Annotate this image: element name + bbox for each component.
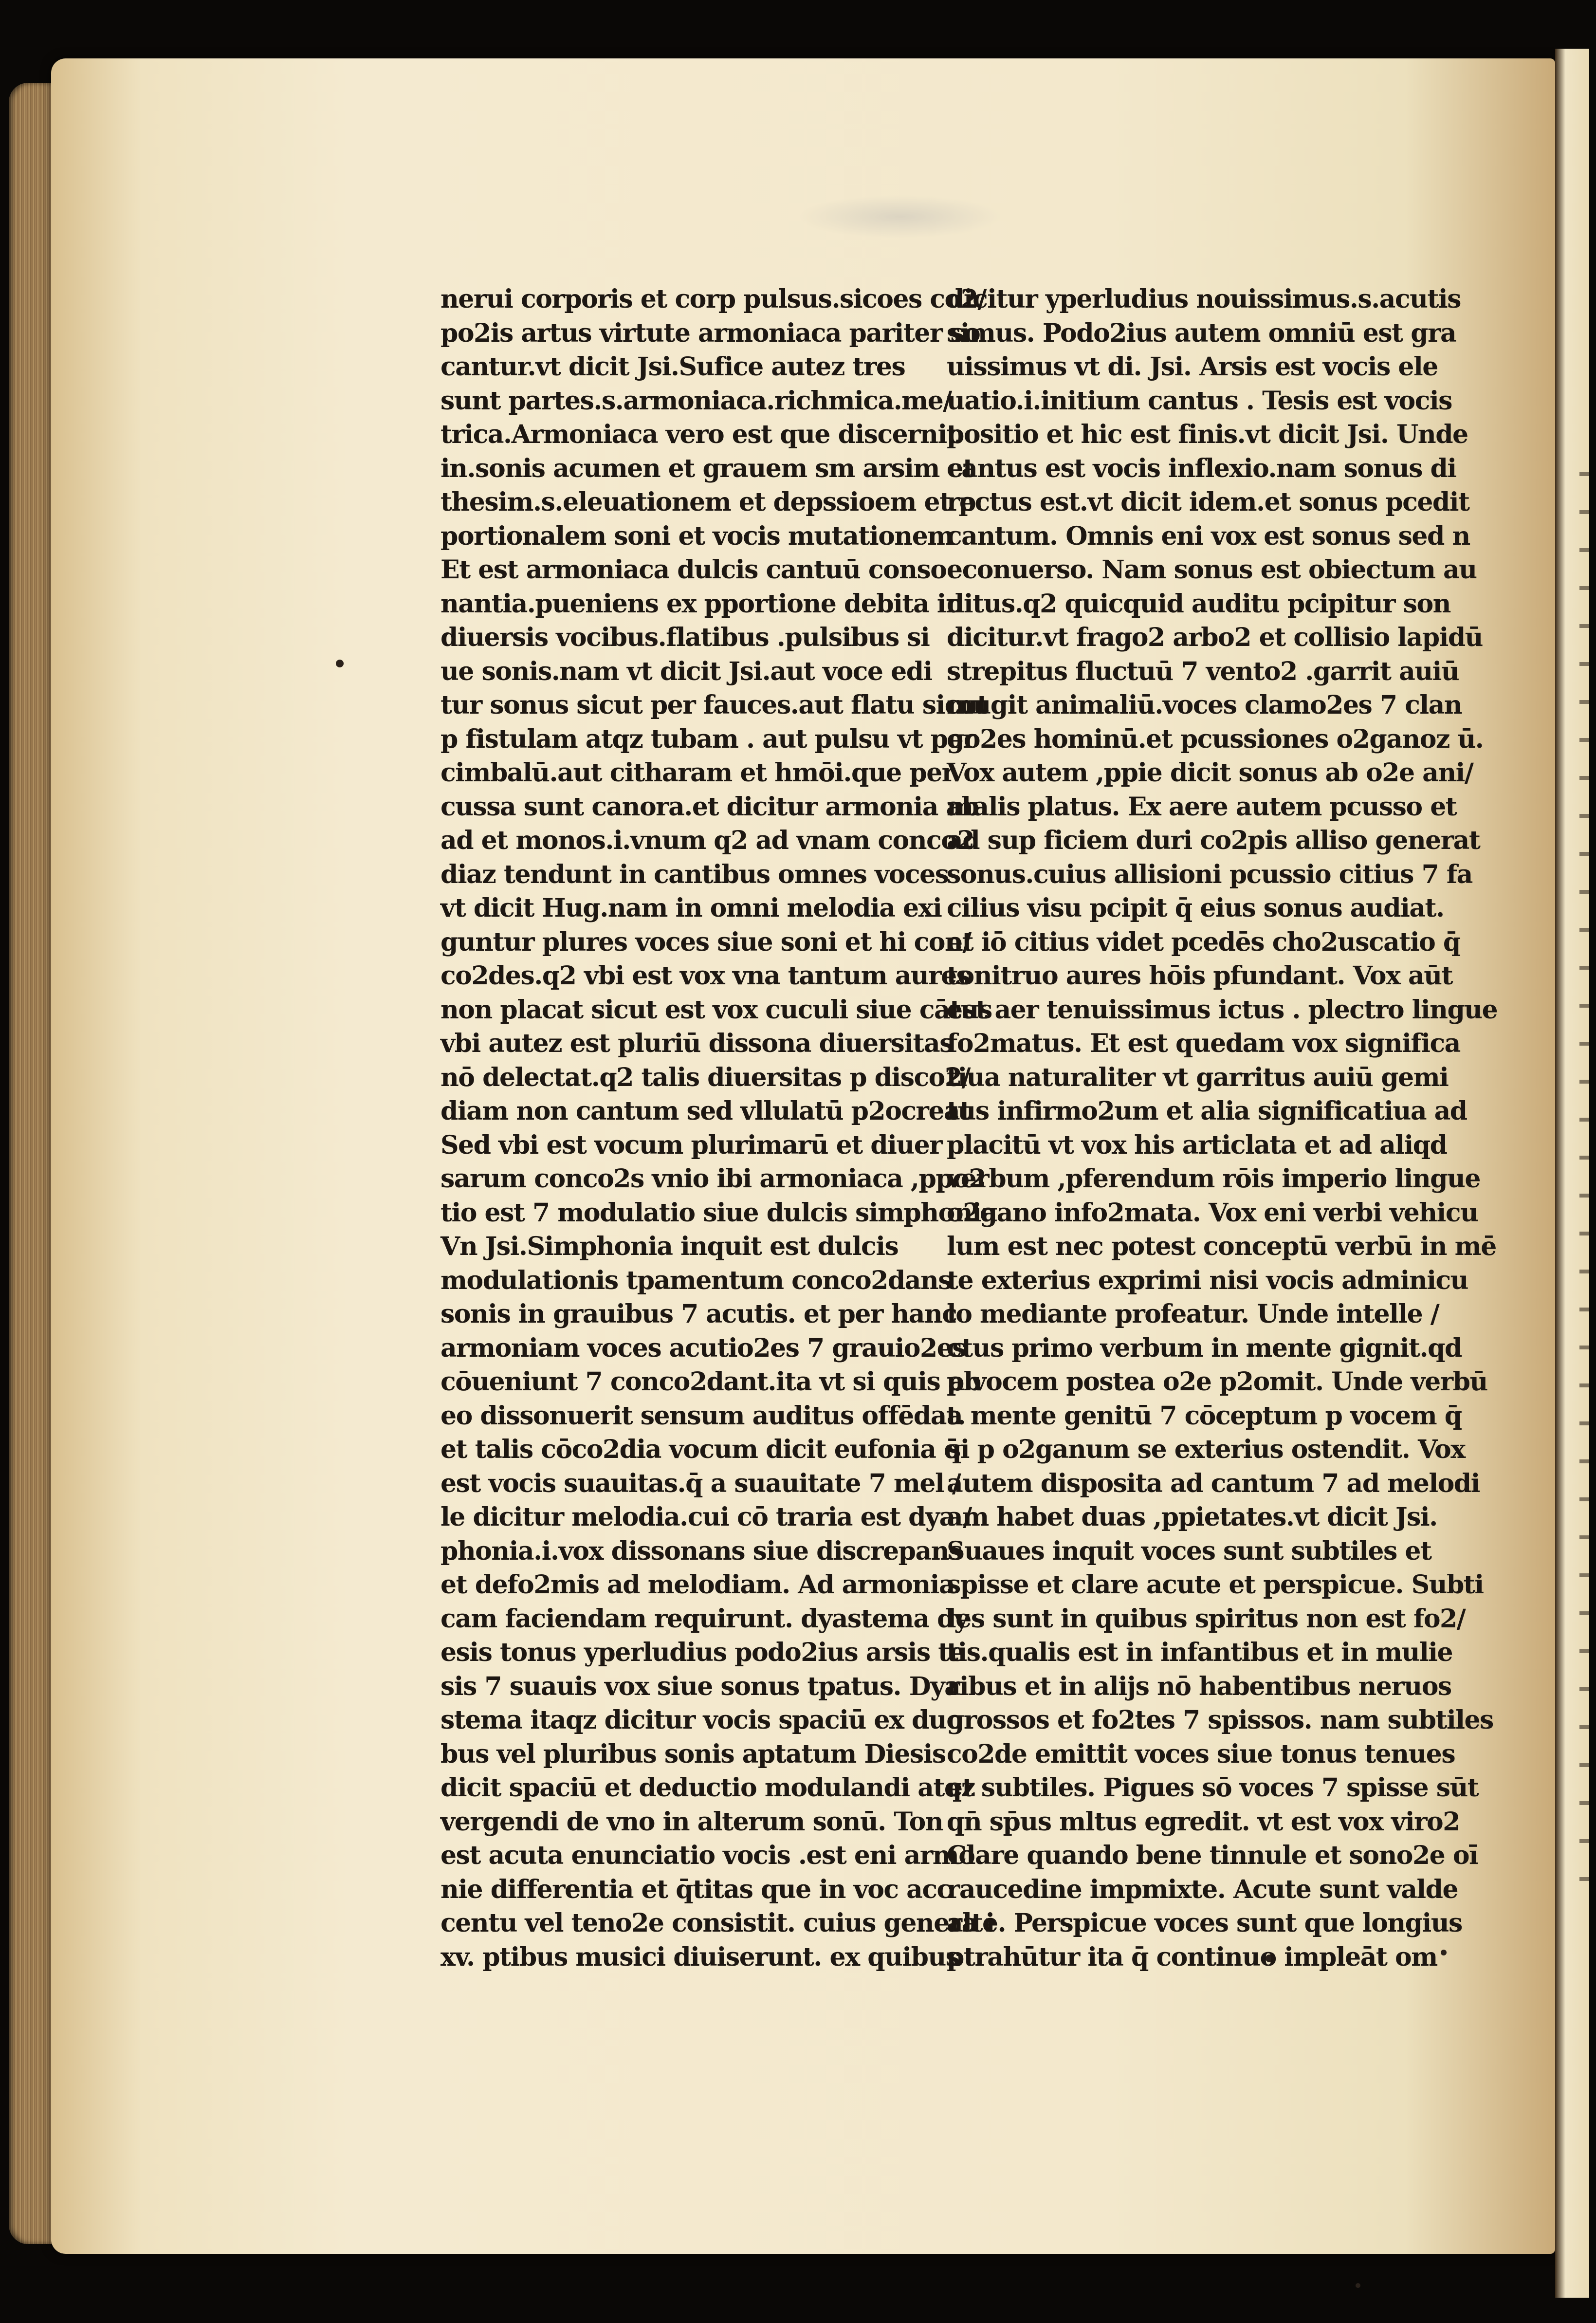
text-line: co2de emittit voces siue tonus tenues (947, 1739, 1455, 1769)
text-line: a mente genitū 7 cōceptum p vocem q̄ (947, 1401, 1462, 1431)
text-line: Suaues inquit voces sunt subtiles et (947, 1536, 1431, 1566)
text-line: non placat sicut est vox cuculi siue cātus (440, 995, 992, 1025)
text-line: dicitur.vt frago2 arbo2 et collisio lapidū (947, 623, 1483, 652)
text-line: diaz tendunt in cantibus omnes voces (440, 859, 949, 889)
text-line: xv. ptibus musici diuiserunt. ex quibus (440, 1942, 959, 1972)
ink-spot (1356, 2283, 1360, 2288)
text-line: Vox autem ,ppie dicit sonus ab o2e ani/ (947, 758, 1473, 788)
text-line: Et est armoniaca dulcis cantuū conso (440, 555, 947, 585)
left-text-column (440, 282, 997, 1974)
text-line: verbum ,pferendum rōis imperio lingue (947, 1164, 1480, 1194)
text-line: o2gano info2mata. Vox eni verbi vehicu (947, 1198, 1478, 1228)
text-line: dicit spaciū et deductio modulandi atqz (440, 1773, 975, 1803)
text-line: ctus primo verbum in mente gignit.qd (947, 1333, 1462, 1363)
text-line: thesim.s.eleuationem et depssioem et p (440, 487, 976, 517)
right-text-column (947, 282, 1498, 1974)
text-line: sarum conco2s vnio ibi armoniaca ,ppo2 (440, 1164, 986, 1194)
text-line: vt dicit Hug.nam in omni melodia exi (440, 893, 942, 923)
text-line: tio est 7 modulatio siue dulcis simphonia (440, 1198, 997, 1228)
text-line: cantus est vocis inflexio.nam sonus di (947, 453, 1456, 483)
text-line: ditus.q2 quicquid auditu pcipitur son (947, 589, 1450, 619)
text-line: et defo2mis ad melodiam. Ad armonia (440, 1570, 955, 1600)
text-line: sunt partes.s.armoniaca.richmica.me/ (440, 386, 952, 416)
text-line: uissimus vt di. Jsi. Arsis est vocis ele (947, 352, 1438, 382)
text-line: positio et hic est finis.vt dicit Jsi. Unde (947, 420, 1468, 449)
text-line: tonitruo aures hōis pfundant. Vox aūt (947, 961, 1453, 991)
text-line: le dicitur melodia.cui cō traria est dya / (440, 1502, 972, 1532)
text-line: tur sonus sicut per fauces.aut flatu sicut (440, 690, 988, 720)
text-line: te exterius exprimi nisi vocis adminicu (947, 1265, 1468, 1295)
text-line: nantia.pueniens ex pportione debita in (440, 589, 964, 619)
text-line: nie differentia et q̄titas que in voc acc (440, 1874, 952, 1904)
text-line: fo2matus. Et est quedam vox significa (947, 1029, 1460, 1058)
text-line: si p o2ganum se exterius ostendit. Vox (947, 1435, 1465, 1464)
text-line: strepitus fluctuū 7 vento2 .garrit auiū (947, 656, 1459, 686)
text-line: dicitur yperludius nouissimus.s.acutis (947, 284, 1461, 314)
text-line: am habet duas ,ppietates.vt dicit Jsi. (947, 1502, 1437, 1532)
text-line: cantur.vt dicit Jsi.Sufice autez tres (440, 352, 905, 382)
text-line: diuersis vocibus.flatibus .pulsibus si (440, 623, 930, 652)
text-line: rectus est.vt dicit idem.et sonus pcedit (947, 487, 1469, 517)
text-line: spisse et clare acute et perspicue. Subti (947, 1570, 1484, 1600)
text-line: est aer tenuissimus ictus . plectro lingue (947, 995, 1498, 1025)
text-line: centu vel teno2e consistit. cuius genera i (440, 1908, 994, 1938)
text-line: mugit animaliū.voces clamo2es 7 clan (947, 690, 1462, 720)
text-line: go2es hominū.et pcussiones o2ganoz ū. (947, 724, 1484, 754)
text-line: ue sonis.nam vt dicit Jsi.aut voce edi (440, 656, 932, 686)
text-line: in.sonis acumen et grauem sm arsim et (440, 453, 974, 483)
text-line: les sunt in quibus spiritus non est fo2/ (947, 1604, 1466, 1634)
text-line: nō delectat.q2 talis diuersitas p disco2/ (440, 1062, 971, 1092)
text-line: alte. Perspicue voces sunt que longius (947, 1908, 1462, 1938)
faded-folio-mark (798, 195, 1003, 239)
text-line: ad et monos.i.vnum q2 ad vnam conco2 (440, 826, 974, 855)
text-line: ptrahūtur ita q̄ continuo impleāt om (947, 1942, 1437, 1972)
text-line: et talis cōco2dia vocum dicit eufonia q̄ (440, 1435, 961, 1464)
text-line: stema itaqz dicitur vocis spaciū ex duo (440, 1705, 963, 1735)
ink-spot (336, 660, 344, 667)
text-line: cantum. Omnis eni vox est sonus sed n (947, 521, 1470, 551)
text-line: et iō citius videt pcedēs cho2uscatio q̄ (947, 927, 1460, 957)
adjacent-page-text-edge (1579, 438, 1589, 1899)
text-line: grossos et fo2tes 7 spissos. nam subtiles (947, 1705, 1493, 1735)
text-line: modulationis tpamentum conco2dans (440, 1265, 952, 1295)
text-line: sonis in grauibus 7 acutis. et per hanc (440, 1299, 957, 1329)
text-line: tiua naturaliter vt garritus auiū gemi (947, 1062, 1449, 1092)
text-line: uatio.i.initium cantus . Tesis est vocis (947, 386, 1452, 416)
text-line: tus infirmo2um et alia significatiua ad (947, 1096, 1467, 1126)
text-line: raucedine impmixte. Acute sunt valde (947, 1874, 1458, 1904)
text-line: lum est nec potest conceptū verbū in mē (947, 1232, 1496, 1261)
text-line: est acuta enunciatio vocis .est eni armo (440, 1841, 975, 1870)
text-line: po2is artus virtute armoniaca pariter so (440, 318, 980, 348)
text-line: eo dissonuerit sensum auditus offēdat. (440, 1401, 966, 1431)
text-line: sis 7 suauis vox siue sonus tpatus. Dya (440, 1671, 960, 1701)
text-line: vbi autez est pluriū dissona diuersitas (440, 1029, 953, 1058)
text-line: ad sup ficiem duri co2pis alliso generat (947, 826, 1480, 855)
text-line: Sed vbi est vocum plurimarū et diuer (440, 1130, 942, 1160)
text-line: ribus et in alijs nō habentibus neruos (947, 1671, 1451, 1701)
text-line: phonia.i.vox dissonans siue discrepans (440, 1536, 962, 1566)
text-line: p vocem postea o2e p2omit. Unde verbū (947, 1367, 1487, 1397)
text-line: co2des.q2 vbi est vox vna tantum aures (440, 961, 970, 991)
text-line: cōueniunt 7 conco2dant.ita vt si quis ab (440, 1367, 981, 1397)
text-line: diam non cantum sed vllulatū p2ocreat (440, 1096, 971, 1126)
text-line: econuerso. Nam sonus est obiectum au (947, 555, 1477, 585)
text-line: trica.Armoniaca vero est que discernit (440, 420, 958, 449)
text-line: tis.qualis est in infantibus et in mulie (947, 1638, 1453, 1667)
text-line: autem disposita ad cantum 7 ad melodi (947, 1468, 1480, 1498)
text-line: Vn Jsi.Simphonia inquit est dulcis (440, 1232, 899, 1261)
text-line: est vocis suauitas.q̄ a suauitate 7 mel / (440, 1468, 961, 1498)
text-line: cam faciendam requirunt. dyastema dy (440, 1604, 968, 1634)
text-line: nerui corporis et corp pulsus.sicoes co2/ (440, 284, 986, 314)
text-line: bus vel pluribus sonis aptatum Diesis (440, 1739, 946, 1769)
text-line: simus. Podo2ius autem omniū est gra (947, 318, 1456, 348)
text-line: Clare quando bene tinnule et sono2e oī (947, 1841, 1478, 1870)
text-line: cilius visu pcipit q̄ eius sonus audiat. (947, 893, 1444, 923)
text-line: armoniam voces acutio2es 7 grauio2es (440, 1333, 966, 1363)
text-line: p fistulam atqz tubam . aut pulsu vt per (440, 724, 976, 754)
text-line: placitū vt vox his articlata et ad aliqd (947, 1130, 1447, 1160)
text-line: guntur plures voces siue soni et hi con/ (440, 927, 971, 957)
text-line: cussa sunt canora.et dicitur armonia ab (440, 792, 979, 822)
text-line: portionalem soni et vocis mutationem (440, 521, 954, 551)
text-line: qn̄ sp̄us mltus egredit. vt est vox viro2 (947, 1807, 1460, 1837)
text-line: cimbalū.aut citharam et hmōi.que per (440, 758, 954, 788)
text-line: sonus.cuius allisioni pcussio citius 7 fa (947, 859, 1472, 889)
text-line: malis platus. Ex aere autem pcusso et (947, 792, 1457, 822)
text-line: vergendi de vno in alterum sonū. Ton (440, 1807, 943, 1837)
ink-spot (1441, 1950, 1447, 1955)
text-line: lo mediante profeatur. Unde intelle / (947, 1299, 1439, 1329)
text-line: et subtiles. Pigues sō voces 7 spisse sūt (947, 1773, 1479, 1803)
text-line: esis tonus yperludius podo2ius arsis te (440, 1638, 965, 1667)
